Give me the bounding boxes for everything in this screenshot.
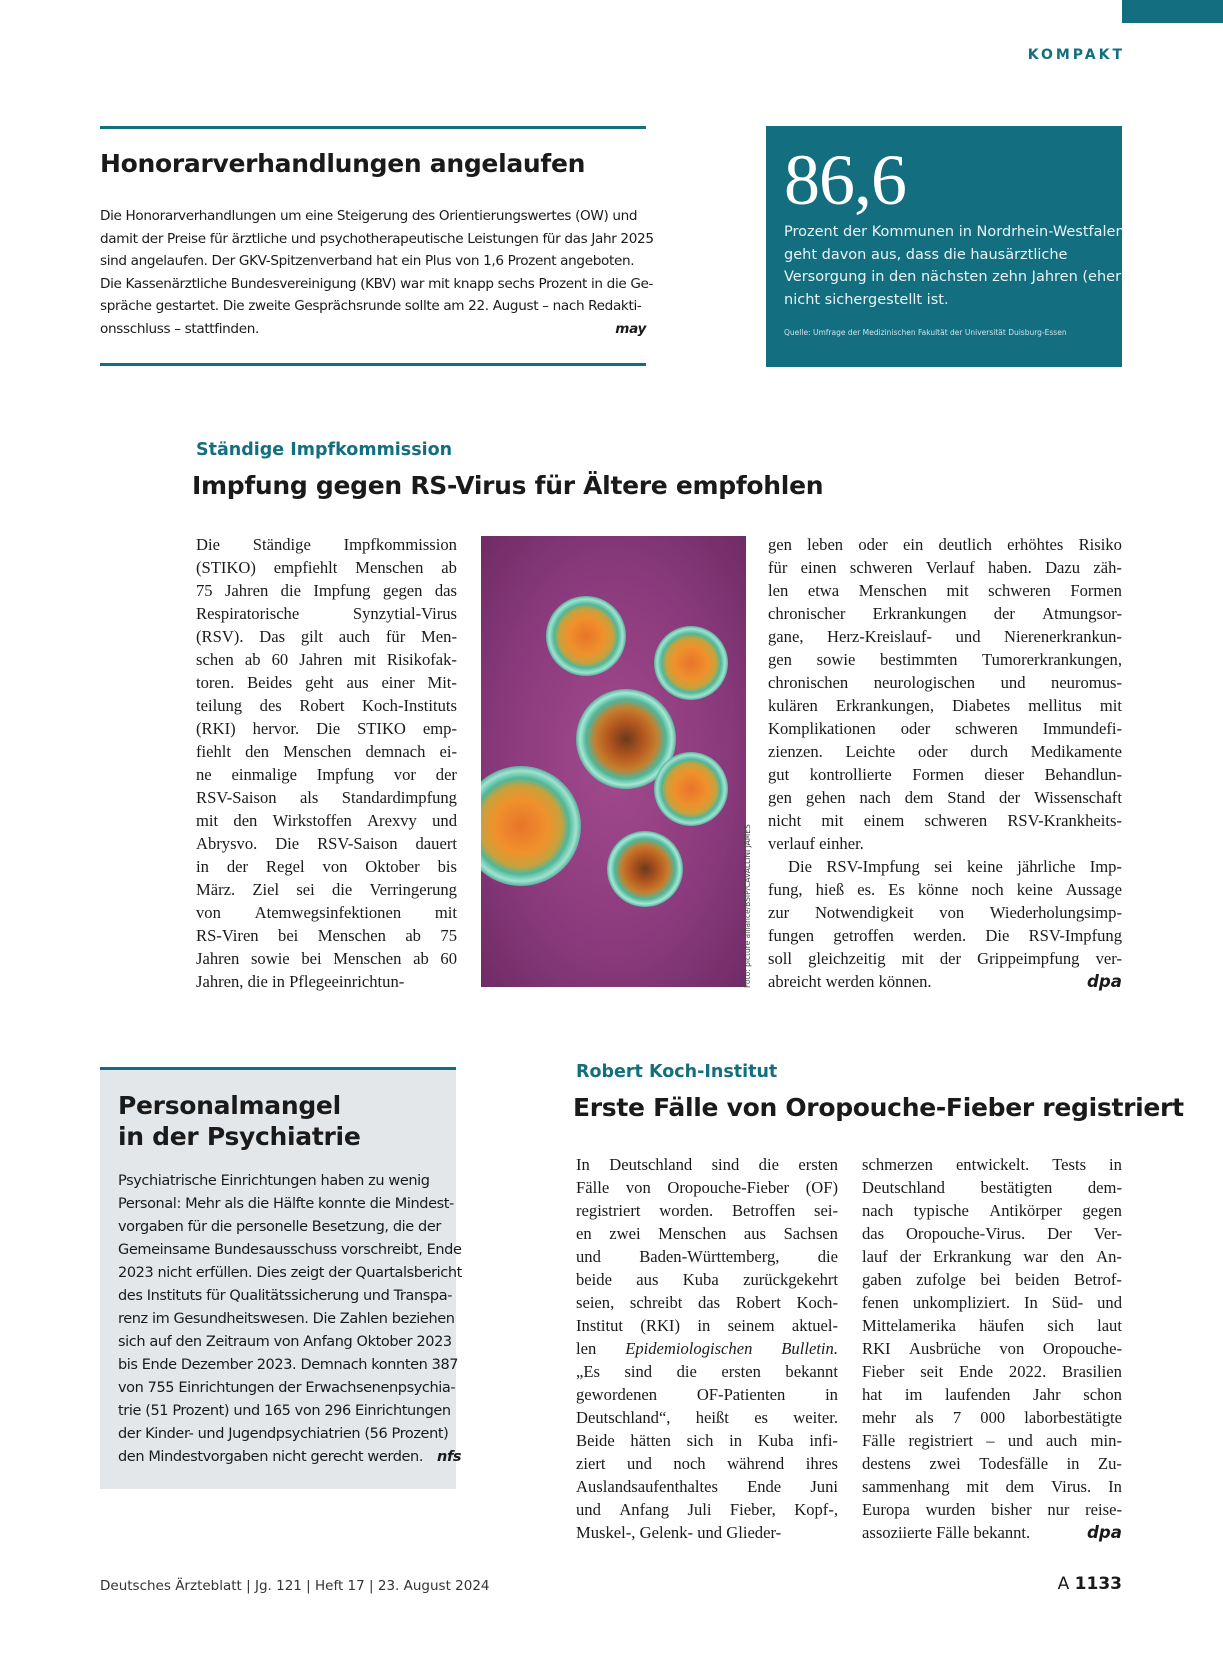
text-line: ziert und noch während ihres xyxy=(576,1454,838,1473)
honorar-title: Honorarverhandlungen angelaufen xyxy=(100,149,586,178)
text-line: hat im laufenden Jahr schon xyxy=(862,1385,1122,1404)
text-line: Deutschland“, heißt es weiter. xyxy=(576,1408,838,1427)
text-line: gaben zufolge bei beiden Betrof- xyxy=(862,1270,1122,1289)
text-line: der Kinder- und Jugendpsychiatrien (56 Prozent) xyxy=(118,1426,449,1442)
text-line: den Mindestvorgaben nicht gerecht werden. nfs xyxy=(118,1449,462,1465)
text-line: soll gleichzeitig mit der Grippeimpfung ver- xyxy=(768,949,1122,968)
rsv-kicker: Ständige Impfkommission xyxy=(196,440,453,460)
text-line: fung, hieß es. Es könne noch keine Aussage xyxy=(768,880,1122,899)
author-tag: may xyxy=(615,320,646,337)
text-line: zienzen. Leichte oder durch Medikamente xyxy=(768,742,1122,761)
text-line: nicht sichergestellt ist. xyxy=(784,291,949,308)
text-line: lauf der Erkrankung war den An- xyxy=(862,1247,1122,1266)
text-line: März. Ziel sei die Verringerung xyxy=(196,880,457,899)
text-line: teilung des Robert Koch-Instituts xyxy=(196,696,457,715)
text-line: fenen unkompliziert. In Süd- und xyxy=(862,1293,1122,1312)
text-line: Fälle registriert – und auch min- xyxy=(862,1431,1122,1450)
rsv-column-2 xyxy=(768,533,1122,993)
oropouche-headline: Erste Fälle von Oropouche-Fieber registriert xyxy=(573,1093,1184,1122)
text-line: renz im Gesundheitswesen. Die Zahlen beziehen xyxy=(118,1311,455,1327)
text-line: bis Ende Dezember 2023. Demnach konnten 387 xyxy=(118,1357,459,1373)
virus-particle xyxy=(546,596,626,676)
page-prefix: A xyxy=(1057,1574,1070,1594)
text-line: (STIKO) empfiehlt Menschen ab xyxy=(196,558,457,577)
oropouche-kicker: Robert Koch-Institut xyxy=(576,1062,778,1082)
text-line: gen leben oder ein deutlich erhöhtes Risiko xyxy=(768,535,1122,554)
text-line: nach typische Antikörper gegen xyxy=(862,1201,1122,1220)
text-line: und Anfang Juli Fieber, Kopf-, xyxy=(576,1500,838,1519)
text-line: sind angelaufen. Der GKV-Spitzenverband hat ein Plus von 1,6 Prozent angeboten. xyxy=(100,253,635,269)
text-line: Die Ständige Impfkommission xyxy=(196,535,457,554)
text-line: damit der Preise für ärztliche und psychotherapeutische Leistungen für das Jahr 2025 xyxy=(100,230,654,247)
text-line: fiehlt den Menschen demnach ei- xyxy=(196,742,457,761)
text-line: Die RSV-Impfung sei keine jährliche Imp- xyxy=(788,857,1122,876)
text-line: das Oropouche-Virus. Der Ver- xyxy=(862,1224,1122,1243)
text-line: len etwa Menschen mit schweren Formen xyxy=(768,581,1122,600)
author-tag: dpa xyxy=(1087,1523,1122,1542)
honorar-body xyxy=(100,205,654,340)
text-line: Deutschland bestätigten dem- xyxy=(862,1178,1122,1197)
text-line: assoziierte Fälle bekannt. dpa xyxy=(862,1523,1122,1542)
text-line: gen gehen nach dem Stand der Wissenschaft xyxy=(768,788,1122,807)
text-line: chronischer Erkrankungen der Atmungsor- xyxy=(768,604,1122,623)
text-line: Mittelamerika häufen sich laut xyxy=(862,1316,1122,1335)
text-line: Jahren, die in Pflegeeinrichtun- xyxy=(196,972,405,991)
text-line: Gemeinsame Bundesausschuss vorschreibt, Ende xyxy=(118,1242,462,1258)
text-line: Muskel-, Gelenk- und Glieder- xyxy=(576,1523,782,1542)
honorar-article xyxy=(100,126,654,366)
virus-particle xyxy=(607,831,683,907)
psychiatry-body xyxy=(118,1170,462,1469)
text-line: Jahren sowie bei Menschen ab 60 xyxy=(196,949,457,968)
text-line: en zwei Menschen aus Sachsen xyxy=(576,1224,838,1243)
text-line: Die Honorarverhandlungen um eine Steigerung des Orientierungswertes (OW) und xyxy=(100,208,638,224)
text-line: von 755 Einrichtungen der Erwachsenenpsychia- xyxy=(118,1380,456,1396)
virus-micrograph-image xyxy=(481,536,746,987)
oropouche-column-1 xyxy=(576,1153,838,1544)
text-line: seien, schreibt das Robert Koch- xyxy=(576,1293,838,1312)
text-line: geht davon aus, dass die hausärztliche xyxy=(784,246,1068,263)
text-line: Europa wurden bisher nur reise- xyxy=(862,1500,1122,1519)
text-line: beide aus Kuba zurückgekehrt xyxy=(576,1270,838,1289)
text-line: trie (51 Prozent) und 165 von 296 Einrichtungen xyxy=(118,1403,451,1419)
text-line: mehr als 7 000 laborbestätigte xyxy=(862,1408,1122,1427)
stat-description xyxy=(784,221,1127,311)
text-line: RKI Ausbrüche von Oropouche- xyxy=(862,1339,1122,1358)
text-line: schen ab 60 Jahren mit Risikofak- xyxy=(196,650,457,669)
text-line: vorgaben für die personelle Besetzung, die der xyxy=(118,1219,441,1235)
text-line: len Epidemiologischen Bulletin. xyxy=(576,1339,838,1358)
text-line: sich auf den Zeitraum von Anfang Oktober 2023 xyxy=(118,1334,452,1350)
text-line: gewordenen OF-Patienten in xyxy=(576,1385,838,1404)
text-line: (RKI) hervor. Die STIKO emp- xyxy=(196,719,457,738)
text-line: Beide hätten sich in Kuba infi- xyxy=(576,1431,838,1450)
page-number-value: 1133 xyxy=(1074,1574,1122,1594)
text-line: destens zwei Todesfälle in Zu- xyxy=(862,1454,1122,1473)
stat-source: Quelle: Umfrage der Medizinischen Fakultät der Universität Duisburg-Essen xyxy=(784,328,1067,337)
text-line: onsschluss – stattfinden. may xyxy=(100,318,646,341)
text-line: zur Notwendigkeit von Wiederholungsimp- xyxy=(768,903,1122,922)
text-line: Personal: Mehr als die Hälfte konnte die Mindest- xyxy=(118,1196,454,1212)
text-line: kulären Erkrankungen, Diabetes mellitus mit xyxy=(768,696,1122,715)
stat-number: 86,6 xyxy=(784,140,906,220)
text-line: abreicht werden können. dpa xyxy=(768,972,1122,991)
psychiatry-title xyxy=(118,1090,360,1152)
stat-box xyxy=(766,126,1127,367)
text-line: nicht mit einem schweren RSV-Krankheits- xyxy=(768,811,1122,830)
text-line: Fieber seit Ende 2022. Brasilien xyxy=(862,1362,1122,1381)
text-line: Fälle von Oropouche-Fieber (OF) xyxy=(576,1178,838,1197)
psychiatry-title-line-2: in der Psychiatrie xyxy=(118,1122,361,1151)
text-line: Versorgung in den nächsten zehn Jahren (eher) xyxy=(784,269,1127,285)
section-label: KOMPAKT xyxy=(1027,47,1125,63)
text-line: von Atemwegsinfektionen mit xyxy=(196,903,457,922)
text-line: für einen schweren Verlauf haben. Dazu zäh- xyxy=(768,558,1122,577)
text-line: in der Regel von Oktober bis xyxy=(196,857,457,876)
psychiatry-box xyxy=(100,1067,462,1489)
text-line: gen sowie bestimmten Tumorerkrankungen, xyxy=(768,650,1122,669)
text-line: verlauf einher. xyxy=(768,834,864,853)
text-line: Prozent der Kommunen in Nordrhein-Westfalen xyxy=(784,224,1125,240)
virus-particle xyxy=(654,752,728,826)
text-line: Psychiatrische Einrichtungen haben zu wenig xyxy=(118,1173,430,1189)
text-line: und Baden-Württemberg, die xyxy=(576,1247,838,1266)
page-number xyxy=(1058,1574,1122,1594)
corner-accent-tab xyxy=(1122,0,1223,23)
text-line: (RSV). Das gilt auch für Men- xyxy=(196,627,457,646)
psychiatry-title-line-1: Personalmangel xyxy=(118,1091,341,1120)
text-line: schmerzen entwickelt. Tests in xyxy=(862,1155,1122,1174)
virus-particle xyxy=(654,626,728,700)
photo-credit: Foto: picture alliance/BSIP/CAVALLINI JAMES xyxy=(743,824,752,988)
text-line: sammenhang mit dem Virus. In xyxy=(862,1477,1122,1496)
text-line: ne einmalige Impfung vor der xyxy=(196,765,457,784)
oropouche-column-2 xyxy=(862,1153,1122,1544)
text-line: Die Kassenärztliche Bundesvereinigung (KBV) war mit knapp sechs Prozent in die Ge- xyxy=(100,275,654,292)
text-line: Respiratorische Synzytial-Virus xyxy=(196,604,457,623)
text-line: 2023 nicht erfüllen. Dies zeigt der Quartalsbericht xyxy=(118,1265,462,1281)
author-tag: dpa xyxy=(1087,972,1122,991)
rsv-column-1 xyxy=(196,533,457,993)
text-line: toren. Beides geht aus einer Mit- xyxy=(196,673,457,692)
text-line: RSV-Saison als Standardimpfung xyxy=(196,788,457,807)
text-line: Abrysvo. Die RSV-Saison dauert xyxy=(196,834,457,853)
text-line: Komplikationen oder schweren Immundefi- xyxy=(768,719,1122,738)
text-line: In Deutschland sind die ersten xyxy=(576,1155,838,1174)
text-line: registriert worden. Betroffen sei- xyxy=(576,1201,838,1220)
text-line: mit den Wirkstoffen Arexvy und xyxy=(196,811,457,830)
text-line: RS-Viren bei Menschen ab 75 xyxy=(196,926,457,945)
text-line: fungen getroffen werden. Die RSV-Impfung xyxy=(768,926,1122,945)
text-line: 75 Jahren die Impfung gegen das xyxy=(196,581,457,600)
text-line: „Es sind die ersten bekannt xyxy=(576,1362,838,1381)
text-line: des Instituts für Qualitätssicherung und Transpa- xyxy=(118,1288,453,1304)
rsv-headline: Impfung gegen RS-Virus für Ältere empfohlen xyxy=(192,471,824,500)
text-line: spräche gestartet. Die zweite Gesprächsrunde sollte am 22. August – nach Redakti- xyxy=(100,298,642,314)
text-line: Institut (RKI) in seinem aktuel- xyxy=(576,1316,838,1335)
text-line: Auslandsaufenthaltes Ende Juni xyxy=(576,1477,838,1496)
text-line: gane, Herz-Kreislauf- und Nierenerkrankun- xyxy=(768,627,1122,646)
footer-publication-info: Deutsches Ärzteblatt | Jg. 121 | Heft 17 | 23. August 2024 xyxy=(100,1578,490,1594)
author-tag: nfs xyxy=(437,1449,462,1465)
text-line: chronischen neurologischen und neuromus- xyxy=(768,673,1122,692)
text-line: gut kontrollierte Formen dieser Behandlun- xyxy=(768,765,1122,784)
